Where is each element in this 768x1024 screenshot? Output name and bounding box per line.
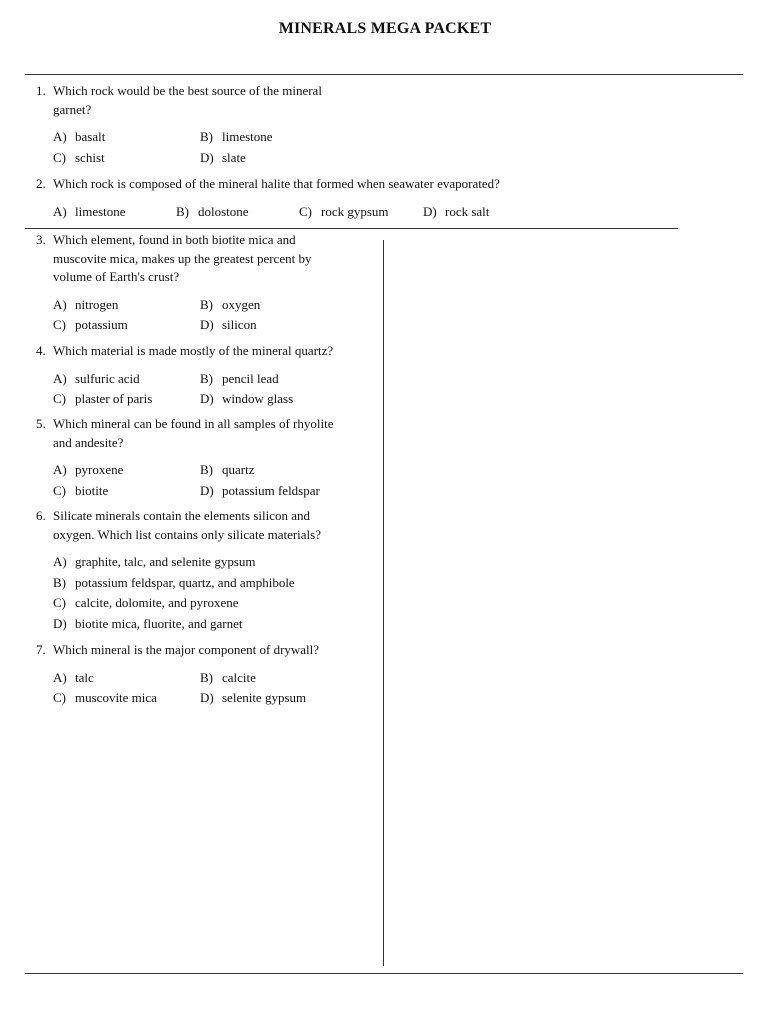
answer-option-a[interactable] [53,296,200,315]
option-letter: B) [200,296,213,312]
option-text: graphite, talc, and selenite gypsum [75,554,256,569]
option-text: selenite gypsum [222,690,307,705]
option-text: pencil lead [222,370,279,386]
question-text-line: Which mineral is the major component of drywall? [53,642,320,657]
section-divider [25,228,678,229]
answer-option-a[interactable] [53,553,373,572]
question-number: 6. [36,508,46,523]
option-text: potassium feldspar [222,482,320,498]
answer-option-c[interactable] [299,203,423,222]
page-title: MINERALS MEGA PACKET [278,20,492,37]
answer-option-d[interactable] [200,149,380,168]
question-text-line: and andesite? [53,434,124,450]
answer-option-c[interactable] [53,689,200,708]
option-text: basalt [75,129,106,144]
answer-option-c[interactable] [53,482,200,501]
option-letter: B) [200,129,213,144]
answer-option-b[interactable] [176,203,299,222]
answer-options [53,461,380,500]
question-stem [36,231,376,287]
question-text [53,82,376,119]
answer-option-d[interactable] [200,482,380,501]
answer-option-b[interactable] [53,574,373,593]
question-text [53,641,376,660]
option-letter: B) [200,370,213,386]
question-number: 5. [36,416,46,431]
option-letter: B) [176,203,189,219]
question-number: 4. [36,343,46,358]
question-text [53,507,376,544]
question-text [53,415,380,452]
question-stem [36,342,380,361]
question-text-line: Which rock is composed of the mineral halite that formed when seawater evaporated? [53,176,500,191]
question-text [53,231,376,287]
option-letter: C) [299,203,312,219]
option-letter: D) [200,149,214,165]
option-text: dolostone [198,203,249,219]
answer-option-c[interactable] [53,594,373,613]
question-text-line: Silicate minerals contain the elements silicon and [53,508,311,523]
option-letter: B) [200,669,213,685]
question-text [53,175,656,194]
option-text: biotite mica, fluorite, and garnet [75,615,243,631]
option-text: schist [75,149,105,165]
answer-option-d[interactable] [423,203,489,222]
option-letter: A) [53,129,67,144]
question-text-line: Which mineral can be found in all samples of rhyolite [53,416,334,431]
answer-options [53,669,376,708]
answer-option-a[interactable] [53,128,200,147]
option-text: quartz [222,462,255,477]
option-text: oxygen [222,296,261,312]
option-text: window glass [222,391,294,406]
question-stem [36,82,376,119]
question-number: 1. [36,83,46,98]
answer-option-d[interactable] [53,615,373,634]
answer-options [53,370,380,409]
answer-option-a[interactable] [53,669,200,688]
option-letter: A) [53,203,67,219]
option-text: limestone [222,129,273,144]
question-6 [36,507,376,633]
question-number: 7. [36,642,46,657]
option-text: calcite, dolomite, and pyroxene [75,595,239,610]
answer-option-b[interactable] [200,461,380,480]
question-stem [36,641,376,660]
option-text: silicon [222,317,257,332]
question-3 [36,231,376,335]
answer-option-b[interactable] [200,669,380,688]
option-letter: C) [53,482,66,498]
answer-option-b[interactable] [200,370,380,389]
answer-option-d[interactable] [200,689,380,708]
option-letter: A) [53,462,67,477]
answer-option-b[interactable] [200,296,380,315]
option-text: rock gypsum [321,203,389,219]
option-text: slate [222,149,246,165]
option-letter: D) [423,203,437,219]
question-7 [36,641,376,708]
option-letter: C) [53,391,66,406]
question-1 [36,82,376,167]
option-letter: A) [53,370,67,386]
question-4 [36,342,380,409]
option-letter: C) [53,317,66,332]
option-text: limestone [75,203,126,219]
option-letter: D) [200,482,214,498]
question-text-line: Which rock would be the best source of the mineral [53,83,322,98]
option-letter: D) [200,317,214,332]
bottom-divider [25,973,743,974]
question-text-line: Which material is made mostly of the mineral quartz? [53,343,334,358]
answer-option-c[interactable] [53,390,200,409]
option-letter: B) [53,574,66,590]
top-divider [25,74,743,75]
answer-options [53,296,376,335]
option-letter: A) [53,554,67,569]
question-2 [36,175,656,221]
option-letter: D) [53,615,67,631]
option-text: muscovite mica [75,690,157,705]
option-letter: D) [200,391,214,406]
option-text: plaster of paris [75,391,153,406]
answer-option-c[interactable] [53,316,200,335]
question-stem [36,175,656,194]
option-letter: A) [53,669,67,685]
question-text-line: Which element, found in both biotite mica and [53,232,296,247]
question-stem [36,507,376,544]
question-number: 2. [36,176,46,191]
question-text-line: muscovite mica, makes up the greatest percent by [53,250,312,266]
question-text-line: volume of Earth's crust? [53,269,180,284]
option-text: potassium feldspar, quartz, and amphibole [75,574,295,590]
option-text: calcite [222,669,256,685]
answer-options [53,553,376,633]
option-text: biotite [75,482,109,498]
option-text: nitrogen [75,296,119,312]
answer-option-c[interactable] [53,149,200,168]
question-5 [36,415,380,500]
option-text: pyroxene [75,462,124,477]
answer-option-a[interactable] [53,370,200,389]
option-letter: D) [200,690,214,705]
column-divider [383,240,384,966]
answer-option-d[interactable] [200,390,380,409]
option-text: sulfuric acid [75,370,140,386]
question-text [53,342,380,361]
option-letter: C) [53,595,66,610]
answer-option-d[interactable] [200,316,380,335]
option-letter: B) [200,462,213,477]
option-letter: A) [53,296,67,312]
answer-option-a[interactable] [53,461,200,480]
option-letter: C) [53,690,66,705]
question-text-line: oxygen. Which list contains only silicate materials? [53,526,321,542]
option-text: talc [75,669,94,685]
question-number: 3. [36,232,46,247]
option-text: potassium [75,317,128,332]
answer-option-a[interactable] [53,203,176,222]
option-letter: C) [53,149,66,165]
answer-options [53,203,656,222]
question-stem [36,415,380,452]
answer-options [53,128,376,167]
option-text: rock salt [445,203,490,219]
question-text-line: garnet? [53,101,92,117]
answer-option-b[interactable] [200,128,380,147]
